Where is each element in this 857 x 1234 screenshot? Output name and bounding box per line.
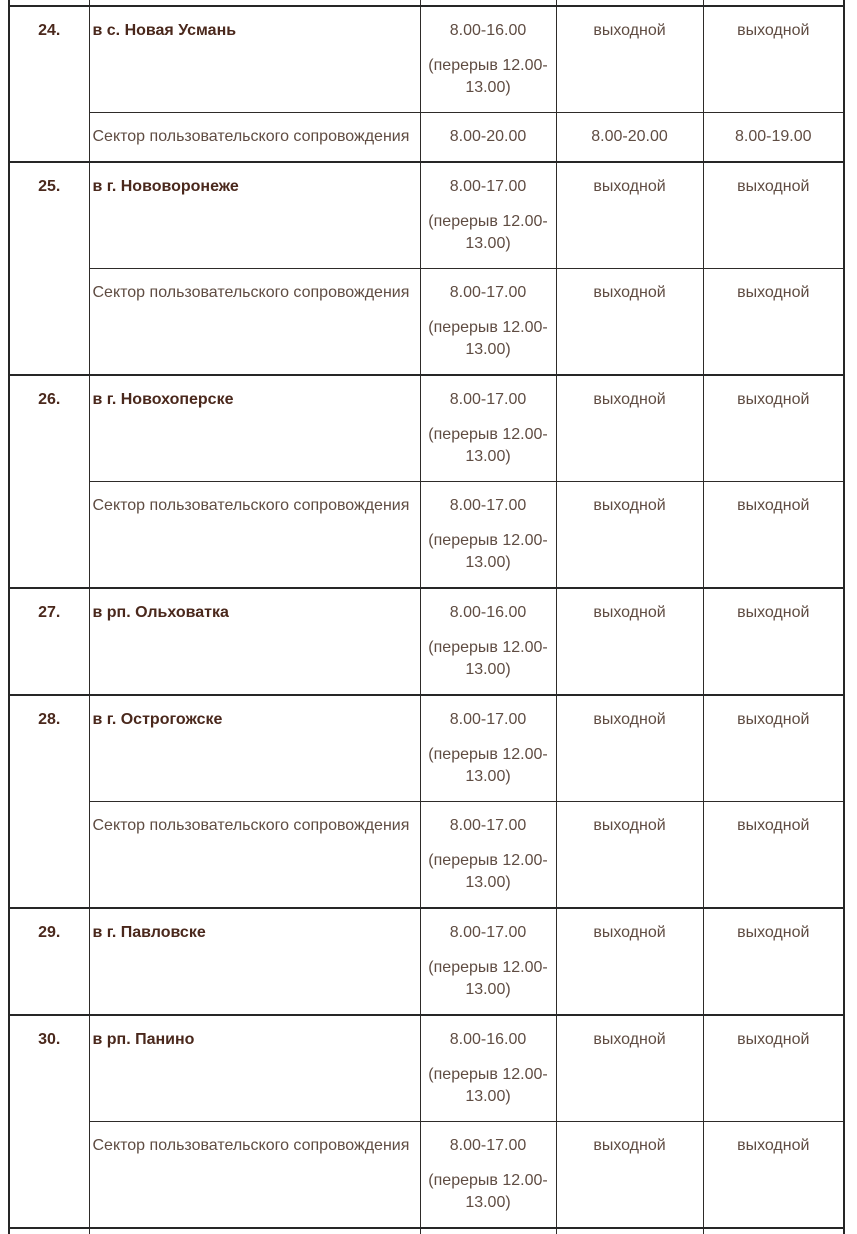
sunday-cell [703,1015,844,1122]
saturday-cell [556,1015,703,1122]
break-line: (перерыв 12.00-13.00) [428,1172,548,1211]
hours-line: 8.00-17.00 [449,284,527,301]
sunday-value: выходной [737,1031,810,1048]
weekday-hours-cell [420,113,556,163]
weekday-hours-cell [420,482,556,589]
sunday-cell [703,802,844,909]
sunday-value: 8.00-19.00 [734,128,812,145]
sector-label: Сектор пользовательского сопровождения [92,817,410,834]
entry-sector-row [9,1122,844,1229]
entry-sector-row [9,113,844,163]
saturday-value: выходной [593,924,666,941]
entry-location: в рп. Панино [92,1031,195,1048]
sunday-value: выходной [737,711,810,728]
sector-label: Сектор пользовательского сопровождения [92,497,410,514]
hours-line: 8.00-17.00 [449,1137,527,1154]
break-line: (перерыв 12.00-13.00) [428,532,548,571]
empty-cell [9,1228,89,1234]
entry-27 [9,588,844,695]
entry-location: в с. Новая Усмань [92,22,237,39]
sector-label: Сектор пользовательского сопровождения [92,284,410,301]
saturday-value: выходной [593,711,666,728]
entry-number-cell [9,908,89,1015]
entry-location: в г. Острогожске [92,711,223,728]
hours-line: 8.00-17.00 [449,391,527,408]
break-line: (перерыв 12.00-13.00) [428,213,548,252]
break-line: (перерыв 12.00-13.00) [428,959,548,998]
weekday-hours-cell [420,588,556,695]
weekday-hours-cell [420,375,556,482]
saturday-cell [556,1122,703,1229]
saturday-value: 8.00-20.00 [591,128,668,145]
entry-location: в рп. Ольховатка [92,604,229,621]
saturday-value: выходной [593,1137,666,1154]
weekday-hours-cell [420,1122,556,1229]
hours-line: 8.00-17.00 [449,178,527,195]
sunday-cell [703,113,844,163]
entry-name-cell [89,6,420,113]
weekday-hours-cell [420,908,556,1015]
sector-label: Сектор пользовательского сопровождения [92,128,410,145]
saturday-cell [556,162,703,269]
saturday-cell [556,113,703,163]
entry-number-cell [9,162,89,375]
entry-main-row [9,375,844,482]
empty-cell [420,1228,556,1234]
weekday-hours-cell [420,269,556,376]
entry-24 [9,6,844,162]
saturday-cell [556,908,703,1015]
sunday-value: выходной [737,604,810,621]
entry-location: в г. Павловске [92,924,206,941]
sunday-value: выходной [737,497,810,514]
sunday-value: выходной [737,391,810,408]
entry-name-cell [89,162,420,269]
entry-main-row [9,908,844,1015]
entry-name-cell [89,588,420,695]
entry-main-row [9,588,844,695]
sunday-cell [703,6,844,113]
partial-row-bottom [9,1228,844,1234]
sunday-value: выходной [737,817,810,834]
saturday-cell [556,802,703,909]
empty-cell [556,1228,703,1234]
entry-main-row [9,162,844,269]
entry-number: 25. [38,178,61,195]
break-line: (перерыв 12.00-13.00) [428,746,548,785]
sunday-cell [703,588,844,695]
hours-line: 8.00-17.00 [449,924,527,941]
entry-name-cell [89,375,420,482]
entry-number-cell [9,588,89,695]
entry-name-cell [89,1015,420,1122]
entry-30 [9,1015,844,1228]
entry-number: 26. [38,391,61,408]
entry-main-row [9,6,844,113]
sunday-cell [703,482,844,589]
entry-number-cell [9,1015,89,1228]
break-line: (перерыв 12.00-13.00) [428,57,548,96]
sunday-cell [703,908,844,1015]
hours-line: 8.00-20.00 [449,128,527,145]
office-hours-schedule-table [8,0,845,1234]
saturday-cell [556,482,703,589]
break-line: (перерыв 12.00-13.00) [428,852,548,891]
sunday-value: выходной [737,924,810,941]
hours-line: 8.00-17.00 [449,497,527,514]
weekday-hours-cell [420,6,556,113]
sunday-cell [703,1122,844,1229]
sector-label-cell [89,482,420,589]
entry-location: в г. Нововоронеже [92,178,239,195]
hours-line: 8.00-16.00 [449,1031,527,1048]
sunday-cell [703,269,844,376]
hours-line: 8.00-17.00 [449,711,527,728]
break-line: (перерыв 12.00-13.00) [428,319,548,358]
entry-name-cell [89,695,420,802]
entry-number: 28. [38,711,61,728]
entry-number: 29. [38,924,61,941]
saturday-cell [556,6,703,113]
empty-cell [703,1228,844,1234]
entry-29 [9,908,844,1015]
sunday-value: выходной [737,1137,810,1154]
weekday-hours-cell [420,695,556,802]
empty-cell [89,1228,420,1234]
entry-number-cell [9,6,89,162]
saturday-value: выходной [593,817,666,834]
entry-25 [9,162,844,375]
saturday-cell [556,375,703,482]
entry-name-cell [89,908,420,1015]
entry-number: 30. [38,1031,61,1048]
entry-main-row [9,1015,844,1122]
hours-line: 8.00-16.00 [449,22,527,39]
sunday-value: выходной [737,178,810,195]
entry-sector-row [9,802,844,909]
entry-26 [9,375,844,588]
saturday-value: выходной [593,604,666,621]
entry-number: 24. [38,22,61,39]
entry-location: в г. Новохоперске [92,391,234,408]
saturday-value: выходной [593,497,666,514]
entry-sector-row [9,269,844,376]
entry-28 [9,695,844,908]
sector-label-cell [89,1122,420,1229]
hours-line: 8.00-17.00 [449,817,527,834]
sunday-value: выходной [737,22,810,39]
saturday-value: выходной [593,178,666,195]
weekday-hours-cell [420,1015,556,1122]
sunday-value: выходной [737,284,810,301]
hours-line: 8.00-16.00 [449,604,527,621]
entry-number-cell [9,375,89,588]
entry-sector-row [9,482,844,589]
sunday-cell [703,162,844,269]
weekday-hours-cell [420,802,556,909]
break-line: (перерыв 12.00-13.00) [428,1066,548,1105]
saturday-cell [556,588,703,695]
saturday-cell [556,269,703,376]
break-line: (перерыв 12.00-13.00) [428,426,548,465]
weekday-hours-cell [420,162,556,269]
sunday-cell [703,375,844,482]
entry-number: 27. [38,604,61,621]
saturday-value: выходной [593,391,666,408]
sector-label: Сектор пользовательского сопровождения [92,1137,410,1154]
saturday-value: выходной [593,284,666,301]
break-line: (перерыв 12.00-13.00) [428,639,548,678]
sector-label-cell [89,802,420,909]
sector-label-cell [89,269,420,376]
entry-main-row [9,695,844,802]
saturday-cell [556,695,703,802]
sunday-cell [703,695,844,802]
partial-row-bottom-row [9,1228,844,1234]
saturday-value: выходной [593,1031,666,1048]
saturday-value: выходной [593,22,666,39]
entry-number-cell [9,695,89,908]
sector-label-cell [89,113,420,163]
